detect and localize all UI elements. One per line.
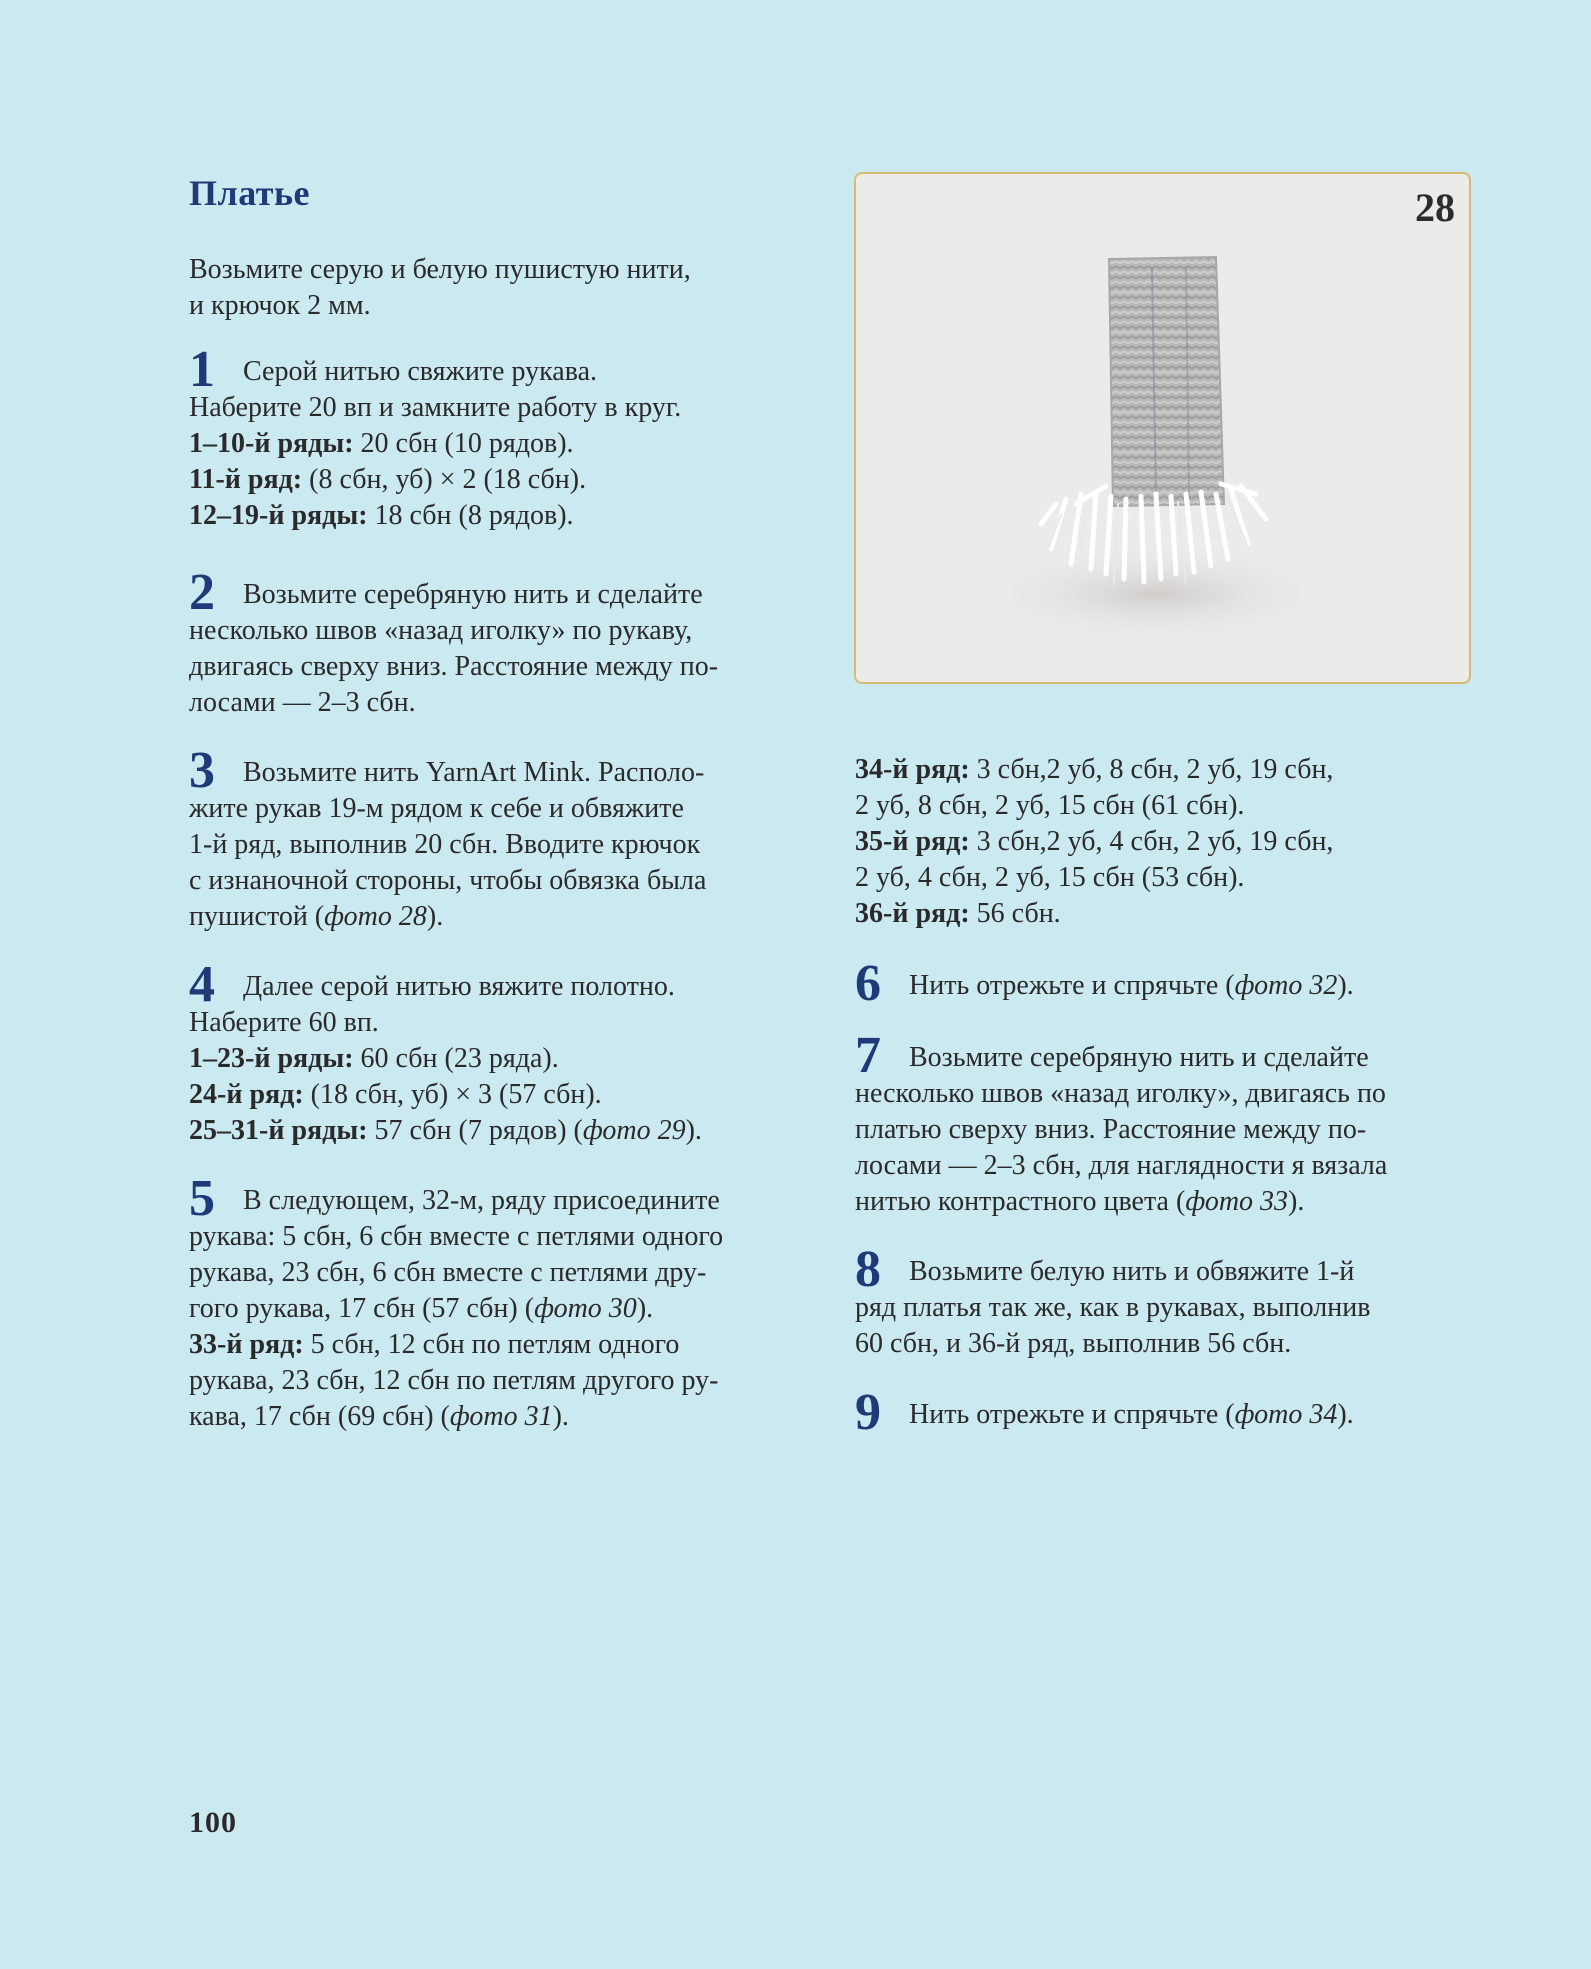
row-label: 25–31-й ряды:	[189, 1115, 368, 1146]
step-number: 3	[189, 742, 215, 799]
step-text: гого рукава, 17 сбн (57 сбн) (	[189, 1293, 535, 1324]
step-text: 57 сбн (7 рядов) (	[367, 1115, 583, 1146]
step-number: 8	[855, 1241, 881, 1298]
step-text: (18 сбн, уб) × 3 (57 сбн).	[303, 1079, 602, 1110]
photo-28	[854, 172, 1471, 684]
row-label: 1–23-й ряды:	[189, 1043, 354, 1074]
step-text: рукава, 23 сбн, 12 сбн по петлям другого ру-	[189, 1365, 719, 1396]
row-label: 35-й ряд:	[855, 826, 970, 857]
step-text: платью сверху вниз. Расстояние между по-	[855, 1114, 1367, 1145]
step-text: лосами — 2–3 сбн, для наглядности я вязала	[855, 1150, 1388, 1181]
step-1	[189, 341, 682, 534]
row-label: 1–10-й ряды:	[189, 428, 354, 459]
step-text: 60 сбн, и 36-й ряд, выполнив 56 сбн.	[855, 1328, 1292, 1359]
step-text: 3 сбн,2 уб, 8 сбн, 2 уб, 19 сбн,	[969, 754, 1334, 785]
step-number: 6	[855, 955, 881, 1012]
step-number: 9	[855, 1384, 881, 1441]
step-text: Наберите 60 вп.	[189, 1007, 379, 1038]
step-text: двигаясь сверху вниз. Расстояние между по-	[189, 651, 719, 682]
row-label: 12–19-й ряды:	[189, 500, 368, 531]
step-text: Возьмите серебряную нить и сделайте	[909, 1042, 1369, 1073]
step-5	[189, 1170, 724, 1435]
row-label: 34-й ряд:	[855, 754, 970, 785]
row-label: 24-й ряд:	[189, 1079, 304, 1110]
step-8	[855, 1241, 1371, 1362]
row-label: 33-й ряд:	[189, 1329, 304, 1360]
row-label: 36-й ряд:	[855, 898, 970, 929]
photo-reference: фото 29	[582, 1115, 686, 1146]
step-text: Возьмите серебряную нить и сделайте	[243, 579, 703, 610]
crochet-sleeve-image	[856, 174, 1469, 682]
step-text: пушистой (	[189, 901, 325, 932]
step-text: ).	[552, 1401, 569, 1432]
step-text: ).	[1337, 970, 1354, 1001]
step-text: 18 сбн (8 рядов).	[367, 500, 574, 531]
photo-reference: фото 32	[1234, 970, 1338, 1001]
step-number: 1	[189, 341, 215, 398]
step-3	[189, 742, 707, 935]
photo-reference: фото 30	[534, 1293, 637, 1324]
step-number: 5	[189, 1170, 215, 1227]
step-text: ).	[636, 1293, 654, 1324]
step-number: 7	[855, 1027, 881, 1084]
step-6	[855, 955, 1354, 1012]
step-text: В следующем, 32-м, ряду присоедините	[243, 1185, 720, 1216]
rows-34-36	[855, 752, 1333, 932]
step-text: кава, 17 сбн (69 сбн) (	[189, 1401, 450, 1432]
step-4	[189, 956, 702, 1149]
step-text: нитью контрастного цвета (	[855, 1186, 1186, 1217]
intro-paragraph	[189, 252, 789, 324]
photo-reference: фото 34	[1234, 1399, 1338, 1430]
step-text: 60 сбн (23 ряда).	[353, 1043, 559, 1074]
photo-reference: фото 28	[324, 901, 427, 932]
intro-line: и крючок 2 мм.	[189, 290, 371, 321]
step-text: 56 сбн.	[969, 898, 1061, 929]
step-text: 3 сбн,2 уб, 4 сбн, 2 уб, 19 сбн,	[969, 826, 1334, 857]
step-text: несколько швов «назад иголку», двигаясь по	[855, 1078, 1386, 1109]
step-text: Нить отрежьте и спрячьте (	[909, 970, 1235, 1001]
photo-reference: фото 31	[449, 1401, 553, 1432]
step-text: 2 уб, 8 сбн, 2 уб, 15 сбн (61 сбн).	[855, 790, 1245, 821]
step-text: с изнаночной стороны, чтобы обвязка была	[189, 865, 707, 896]
step-text: (8 сбн, уб) × 2 (18 сбн).	[302, 464, 587, 495]
step-text: Возьмите белую нить и обвяжите 1-й	[909, 1256, 1355, 1287]
step-text: ).	[1288, 1186, 1305, 1217]
step-text: лосами — 2–3 сбн.	[189, 687, 416, 718]
step-text: 2 уб, 4 сбн, 2 уб, 15 сбн (53 сбн).	[855, 862, 1245, 893]
step-number: 4	[189, 956, 215, 1013]
step-text: Наберите 20 вп и замкните работу в круг.	[189, 392, 682, 423]
page-number: 100	[189, 1806, 237, 1839]
step-text: Нить отрежьте и спрячьте (	[909, 1399, 1235, 1430]
intro-line: Возьмите серую и белую пушистую нити,	[189, 254, 691, 285]
step-text: ).	[685, 1115, 702, 1146]
step-text: ряд платья так же, как в рукавах, выполнив	[855, 1292, 1371, 1323]
step-7	[855, 1027, 1388, 1220]
row-label: 11-й ряд:	[189, 464, 303, 495]
step-text: Серой нитью свяжите рукава.	[243, 356, 597, 387]
step-text: Возьмите нить YarnArt Mink. Располо-	[243, 757, 705, 788]
step-text: 20 сбн (10 рядов).	[353, 428, 574, 459]
step-text: рукава, 23 сбн, 6 сбн вместе с петлями дру-	[189, 1257, 707, 1288]
step-9	[855, 1384, 1354, 1441]
photo-reference: фото 33	[1185, 1186, 1289, 1217]
section-title: Платье	[189, 173, 310, 213]
step-text: рукава: 5 сбн, 6 сбн вместе с петлями одного	[189, 1221, 724, 1252]
step-text: жите рукав 19-м рядом к себе и обвяжите	[189, 793, 684, 824]
photo-number: 28	[1415, 185, 1455, 230]
step-text: ).	[1337, 1399, 1354, 1430]
step-2	[189, 564, 719, 721]
step-text: несколько швов «назад иголку» по рукаву,	[189, 615, 693, 646]
step-text: ).	[426, 901, 444, 932]
step-text: 5 сбн, 12 сбн по петлям одного	[303, 1329, 680, 1360]
step-text: 1-й ряд, выполнив 20 сбн. Вводите крючок	[189, 829, 701, 860]
step-number: 2	[189, 564, 215, 621]
step-text: Далее серой нитью вяжите полотно.	[243, 971, 675, 1002]
